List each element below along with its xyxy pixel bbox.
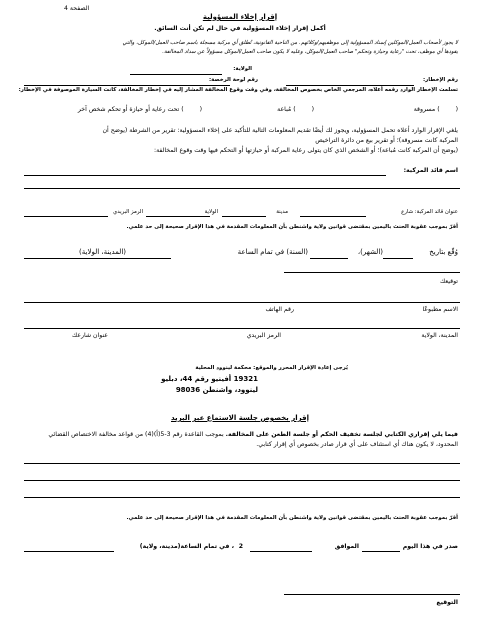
option-other-control[interactable]	[78, 106, 202, 114]
plate-field[interactable]	[24, 85, 230, 86]
option-stolen[interactable]	[414, 106, 458, 114]
option-sold-paren-open: (	[311, 106, 314, 113]
driver-street-field[interactable]	[300, 216, 366, 217]
phone-label: رقم الهاتف	[265, 306, 294, 313]
driver-city-field[interactable]	[222, 216, 266, 217]
return-address-line-1: 19321 أفينيو رقم 44، دبليو	[161, 375, 258, 383]
signed-year-label: (السنة) في تمام الساعة	[237, 248, 308, 256]
signature-line-1[interactable]	[284, 272, 460, 273]
mail-hearing-para-bold: فيما يلي إقراري الكتابي لجلسة تخفيف الحكم أو جلسة الطعن على المخالفة.	[225, 431, 458, 438]
explain-line-1: يلغي الإقرار الوارد أعلاه تحمل المسؤولية، ويجوز لك أيضًا تقديم المعلومات التالية للتأكيد على إخلاء المسؤولية: تقرير من الشرطة (يوضح أن	[102, 127, 458, 134]
signed-day-field[interactable]	[383, 258, 413, 259]
intro-line-2: يقودها أي موظف، تحت "رعاية وحيازة وتحكم" صاحب العمل/الموكل، وعليه لا يكون صاحب العمل/الموكل مسؤولاً عن سداد المخالفة.	[162, 49, 458, 55]
page-title: إقرار إخلاء المسؤولية	[202, 13, 278, 21]
return-address-line-2: لينوود، واشنطن 98036	[175, 386, 258, 394]
driver-extra-line[interactable]	[24, 188, 460, 189]
option-stolen-label: مسروقة	[413, 106, 436, 113]
option-sold-paren-close: )	[293, 106, 296, 113]
issued-mid-label: الموافق	[334, 543, 359, 550]
driver-state-field[interactable]	[146, 216, 210, 217]
mail-hearing-para-rest: بموجب القاعدة رقم 3-5(أ)(4) من قواعد مخالفة الاختصاص القضائي	[48, 431, 226, 438]
option-stolen-paren-close: )	[437, 106, 440, 113]
return-label: يُرجى إعادة الإقرار المحرر والموقع: محكمة لينوود المحلية	[195, 365, 348, 371]
signed-month-label: (الشهر)،	[357, 248, 383, 256]
page-subtitle: أكمل إقرار إخلاء المسؤولية في حال لم تكن أنت السائق.	[154, 25, 326, 32]
issued-date-field[interactable]	[250, 551, 312, 552]
mail-hearing-title: إقرار بخصوص جلسة الاستماع عبر البريد	[171, 414, 309, 422]
issued-number: 2	[238, 543, 243, 550]
statement-line-3[interactable]	[24, 497, 460, 498]
option-other-label: تحت رعاية أو حيازة أو تحكم شخص آخر	[77, 106, 180, 113]
statement-line-1[interactable]	[24, 463, 460, 464]
state-label: الولاية:	[233, 66, 252, 72]
state-field[interactable]	[130, 74, 222, 75]
option-sold-label: مُباعة	[277, 106, 292, 113]
oath-statement-1: أقرّ بموجب عقوبة الحنث باليمين بمقتضى قوانين ولاية واشنطن بأن المعلومات المقدمة في هذا الإقرار صحيحة إلى حد علمي.	[126, 224, 458, 230]
driver-name-label: اسم قائد المركبة:	[403, 167, 458, 174]
plate-label: رقم لوحة الرخصة:	[208, 77, 258, 83]
option-stolen-paren-open: (	[455, 106, 458, 113]
print-name-label: الاسم مطبوعًا	[422, 306, 458, 313]
page-number: الصفحة 4	[64, 5, 90, 12]
mail-hearing-para-line-1	[48, 431, 458, 439]
notice-number-field[interactable]	[286, 85, 414, 86]
street-label: عنوان شارعك	[72, 332, 108, 339]
signed-place-field[interactable]	[24, 258, 132, 259]
signature-line-2[interactable]	[284, 594, 460, 595]
mail-hearing-para-line-2: المحدود، لا يكون هناك أي استئناف على أي قرار صادر بخصوص أي إقرار كتابي.	[256, 441, 458, 448]
option-other-paren-close: )	[181, 106, 184, 113]
driver-state-label: الولاية	[204, 209, 218, 215]
statement-line-2[interactable]	[24, 480, 460, 481]
city-state-label: المدينة، الولاية	[421, 332, 458, 339]
issued-place-field[interactable]	[24, 551, 114, 552]
driver-address-label: عنوان قائد المركبة: شارع	[401, 209, 458, 215]
oath-statement-2: أقرّ بموجب عقوبة الحنث باليمين بمقتضى قوانين ولاية واشنطن بأن المعلومات المقدمة في هذا الإقرار صحيحة إلى حد علمي.	[126, 515, 458, 521]
signed-time-field[interactable]	[131, 258, 171, 259]
issued-prefix: صدر في هذا اليوم	[402, 543, 458, 550]
option-sold[interactable]	[277, 106, 314, 114]
intro-line-1: لا يجوز لأصحاب العمل/الموكلين إسناد المسؤولية إلى موظفيهم/وكلائهم. من الناحية القانونية، تُطلق أي مركبة مسجلة باسم صاحب العمل/الموكل، والتي	[122, 40, 458, 46]
contact-line-2[interactable]	[24, 328, 460, 329]
notice-statement: تسلمت الإخطار الوارد رقمه أعلاه، المرجعي الخاص بخصوص المخالفة، وفي وقت وقوع المخالفة المشار إليه في إخطار المخالفة، كانت السيارة الموصوفة في الإخطار:	[18, 87, 458, 93]
contact-line-1[interactable]	[24, 302, 460, 303]
notice-number-label: رقم الإخطار:	[422, 77, 458, 83]
signed-date-prefix: وُقّع بتاريخ	[429, 248, 458, 256]
issued-time-label: ، في تمام الساعة(مدينة، ولاية)	[139, 543, 234, 550]
explain-line-3: (يوضح أن المركبة كانت مُباعة)؛ أو الشخص الذي كان يتولى رعاية المركبة أو حيازتها أو التحكم فيها وقت وقوع المخالفة:	[154, 147, 458, 154]
issued-day-field[interactable]	[362, 551, 400, 552]
signature-label-1: توقيعك	[440, 278, 458, 285]
zip-label: الرمز البريدي	[246, 332, 281, 339]
option-other-paren-open: (	[199, 106, 202, 113]
driver-city-label: مدينة	[276, 209, 288, 215]
signature-label-2: التوقيع	[436, 599, 458, 606]
driver-zip-label: الرمز البريدي	[113, 209, 143, 215]
driver-name-field[interactable]	[24, 175, 386, 176]
signed-place-label: (المدينة، الولاية)	[79, 248, 126, 256]
explain-line-2: المركبة كانت مسروقة)؛ أو تقرير بيع من دائرة التراخيص	[315, 137, 458, 144]
driver-zip-field[interactable]	[24, 216, 108, 217]
signed-month-field[interactable]	[310, 258, 348, 259]
